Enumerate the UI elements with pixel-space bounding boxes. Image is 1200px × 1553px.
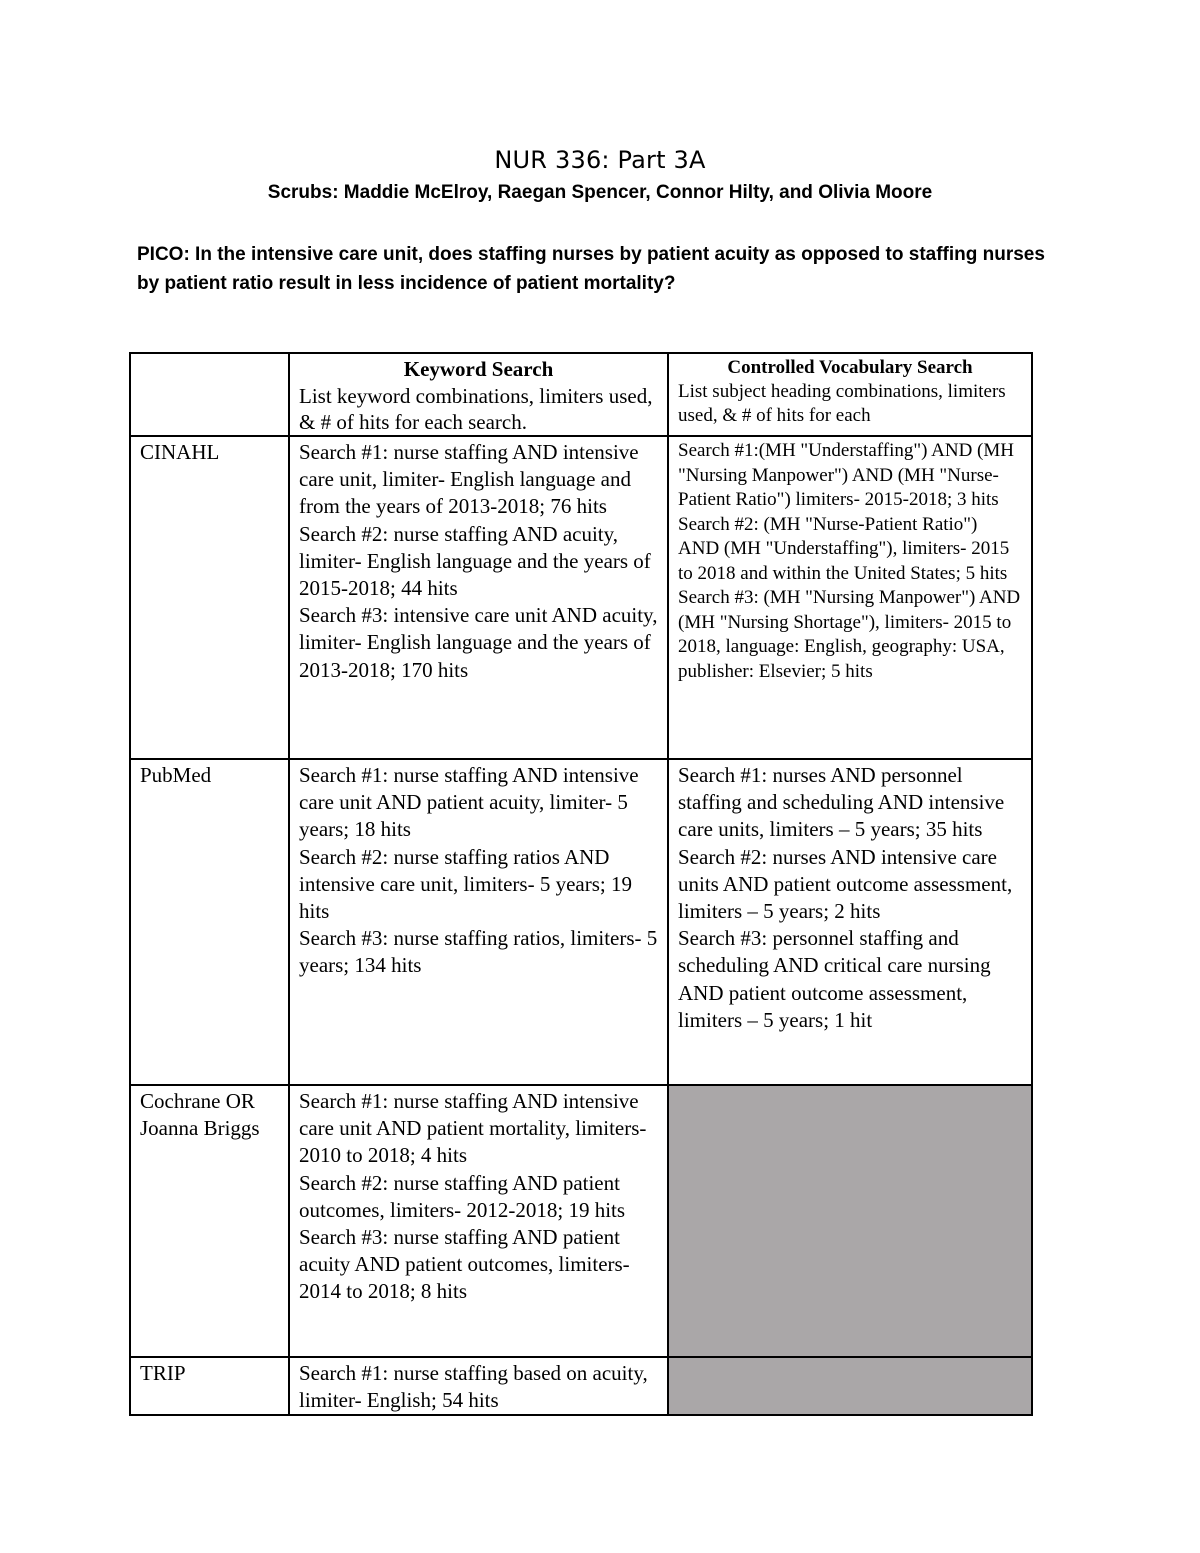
table-row-cinahl bbox=[130, 436, 1032, 759]
search-entry: Search #1: nurse staffing AND intensive care unit AND patient mortality, limiters- 2010 to 2018; 4 hits bbox=[299, 1089, 647, 1168]
keyword-search-header bbox=[289, 353, 668, 436]
shaded-empty-cell bbox=[668, 1357, 1032, 1415]
database-name: Cochrane OR Joanna Briggs bbox=[130, 1085, 289, 1357]
search-entry: Search #3: (MH "Nursing Manpower") AND (MH "Nursing Shortage"), limiters- 2015 to 2018, language: English, geography: USA, publisher: Elsevier; 5 hits bbox=[678, 587, 1021, 682]
keyword-search-instructions: List keyword combinations, limiters used, & # of hits for each search. bbox=[299, 384, 653, 434]
search-entry: Search #3: personnel staffing and scheduling AND critical care nursing AND patient outcome assessment, limiters – 5 years; 1 hit bbox=[678, 926, 991, 1032]
search-entry: Search #2: nurse staffing ratios AND intensive care unit, limiters- 5 years; 19 hits bbox=[299, 844, 632, 924]
controlled-vocabulary-cell bbox=[668, 759, 1032, 1085]
pico-question: PICO: In the intensive care unit, does staffing nurses by patient acuity as opposed to staffing nurses by patient ratio result in less incidence of patient mortality? bbox=[137, 244, 1045, 294]
search-entry: Search #3: nurse staffing AND patient acuity AND patient outcomes, limiters- 2014 to 2018; 8 hits bbox=[299, 1225, 630, 1304]
search-entry: Search #2: (MH "Nurse-Patient Ratio") AND (MH "Understaffing"), limiters- 2015 to 2018 and within the United States; 5 hits bbox=[678, 513, 1010, 584]
keyword-search-cell bbox=[289, 1357, 668, 1415]
search-strategy-table bbox=[129, 352, 1033, 1416]
controlled-vocabulary-instructions: List subject heading combinations, limiters used, & # of hits for each bbox=[678, 381, 1006, 426]
keyword-search-cell bbox=[289, 1085, 668, 1357]
search-entry: Search #1: nurse staffing AND intensive care unit, limiter- English language and from the years of 2013-2018; 76 hits bbox=[299, 440, 639, 519]
database-name: PubMed bbox=[130, 759, 289, 1085]
controlled-vocabulary-title: Controlled Vocabulary Search bbox=[727, 357, 973, 378]
search-entry: Search #1: nurses AND personnel staffing and scheduling AND intensive care units, limiters – 5 years; 35 hits bbox=[678, 763, 1005, 842]
search-entry: Search #2: nurses AND intensive care units AND patient outcome assessment, limiters – 5 years; 2 hits bbox=[678, 844, 1013, 924]
database-name: TRIP bbox=[130, 1357, 289, 1415]
search-entry: Search #3: intensive care unit AND acuity, limiter- English language and the years of 2013-2018; 170 hits bbox=[299, 603, 658, 682]
keyword-search-cell bbox=[289, 759, 668, 1085]
controlled-vocabulary-header bbox=[668, 353, 1032, 436]
search-entry: Search #1:(MH "Understaffing") AND (MH "Nursing Manpower") AND (MH "Nurse-Patient Ratio") limiters- 2015-2018; 3 hits bbox=[678, 440, 1014, 510]
controlled-vocabulary-cell bbox=[668, 436, 1032, 759]
shaded-empty-cell bbox=[668, 1085, 1032, 1357]
table-header-row bbox=[130, 353, 1032, 436]
search-entry: Search #2: nurse staffing AND acuity, limiter- English language and the years of 2015-2018; 44 hits bbox=[299, 521, 651, 601]
search-entry: Search #1: nurse staffing AND intensive care unit AND patient acuity, limiter- 5 years; 18 hits bbox=[299, 763, 639, 842]
search-entry: Search #3: nurse staffing ratios, limiters- 5 years; 134 hits bbox=[299, 926, 658, 978]
table-row-trip bbox=[130, 1357, 1032, 1415]
team-members: Scrubs: Maddie McElroy, Raegan Spencer, Connor Hilty, and Olivia Moore bbox=[267, 182, 933, 203]
keyword-search-cell bbox=[289, 436, 668, 759]
table-row-pubmed bbox=[130, 759, 1032, 1085]
table-row-cochrane bbox=[130, 1085, 1032, 1357]
keyword-search-title: Keyword Search bbox=[403, 357, 554, 381]
database-name: CINAHL bbox=[130, 436, 289, 759]
document-title: NUR 336: Part 3A bbox=[494, 146, 706, 174]
search-entry: Search #1: nurse staffing based on acuity, limiter- English; 54 hits bbox=[299, 1361, 648, 1413]
database-header-cell bbox=[130, 353, 289, 436]
search-entry: Search #2: nurse staffing AND patient outcomes, limiters- 2012-2018; 19 hits bbox=[299, 1170, 626, 1222]
